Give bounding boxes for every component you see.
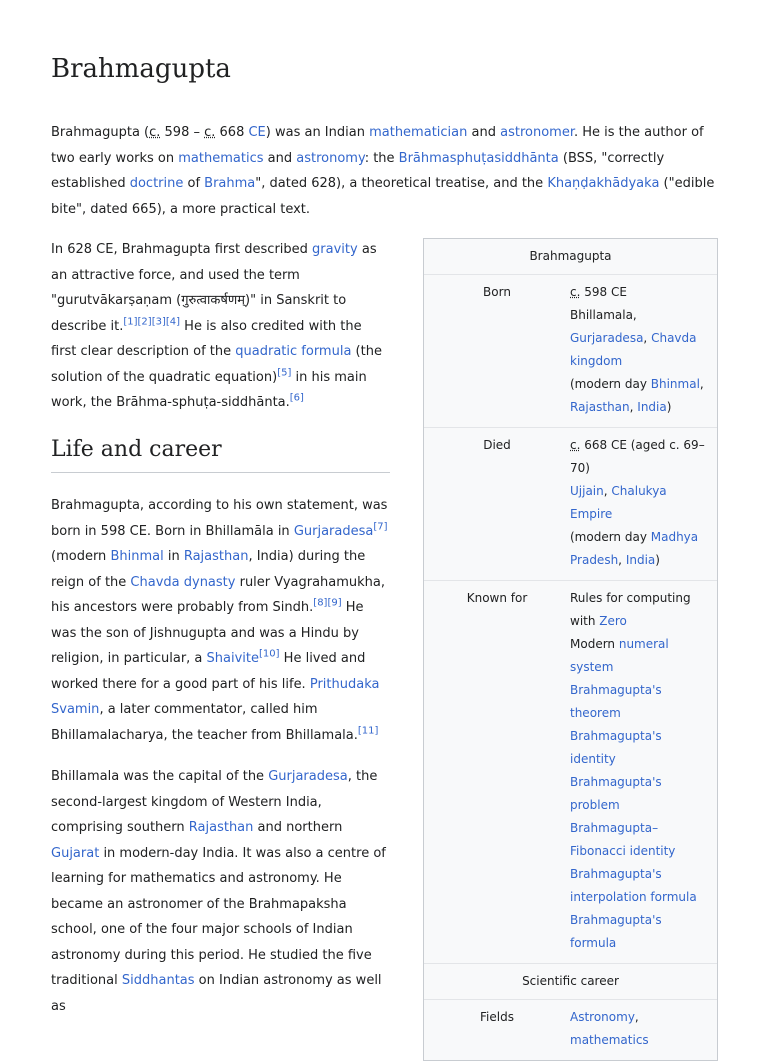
life-text: , the second-largest kingdom of Western India, comprising southern — [51, 769, 378, 835]
link-brahmaguptas-identity[interactable]: Brahmagupta's identity — [570, 729, 662, 766]
born-modern — [570, 373, 705, 419]
born-date — [570, 281, 705, 304]
life-text: He was the son of Jishnugupta and was a Hindu by religion, in particular, a — [51, 600, 364, 666]
link-gujarat[interactable]: Gujarat — [51, 845, 100, 861]
link-india[interactable]: India — [637, 400, 667, 414]
reference-link[interactable]: [10] — [259, 648, 280, 660]
died-place — [570, 480, 705, 526]
link-rajasthan[interactable]: Rajasthan — [183, 549, 249, 564]
link-madhya-pradesh[interactable]: Madhya Pradesh — [570, 530, 699, 567]
gravity-text: as an attractive force, and used the term "gurutvākarṣaṇam (गुरुत्वाकर्षणम्)" in Sanskrit to describe it. — [51, 242, 377, 334]
link-khandakhadyaka[interactable]: Khaṇḍakhādyaka — [547, 176, 660, 191]
known-for-item — [570, 679, 705, 725]
separator: , — [634, 1010, 639, 1024]
circa-abbr: c. — [149, 125, 161, 140]
born-date-text: 598 CE — [580, 285, 627, 299]
fields-mathematics — [570, 1029, 705, 1052]
separator: ) — [666, 400, 672, 414]
died-date-text: 668 CE (aged c. 69–70) — [570, 438, 705, 475]
infobox-label-known-for: Known for — [466, 591, 528, 605]
intro-text: of — [183, 176, 205, 191]
infobox-value-died — [570, 434, 717, 572]
known-for-item — [570, 725, 705, 771]
separator: , — [603, 484, 612, 498]
separator: ) — [655, 553, 660, 567]
known-for-item — [570, 771, 705, 817]
life-text: on Indian astronomy as well as — [51, 973, 382, 1014]
link-rajasthan[interactable]: Rajasthan — [570, 400, 630, 414]
born-modern-text: (modern day — [570, 377, 651, 391]
link-india[interactable]: India — [625, 553, 656, 567]
link-bhinmal[interactable]: Bhinmal — [650, 377, 700, 391]
gravity-text: in his main work, the Brāhma-sphuṭa-siddhānta. — [51, 369, 367, 410]
life-text: in modern-day India. It was also a centre of learning for mathematics and astronomy. He became an astronomer of the Brahmapaksha school, one of the four major schools of Indian astronomy during this period. He studied the five traditional — [51, 845, 386, 988]
born-region — [570, 327, 705, 373]
life-text: He lived and worked there for a good part of his life. — [51, 651, 366, 692]
link-doctrine[interactable]: doctrine — [129, 176, 184, 191]
link-chavda-dynasty[interactable]: Chavda dynasty — [130, 574, 236, 590]
born-place: Bhillamala, — [570, 308, 637, 322]
known-for-item — [570, 863, 705, 909]
link-gravity[interactable]: gravity — [312, 242, 358, 257]
infobox-label-fields: Fields — [480, 1010, 514, 1024]
separator: , — [643, 331, 648, 345]
fields-astronomy — [570, 1006, 705, 1029]
link-mathematics[interactable]: mathematics — [570, 1033, 649, 1047]
link-brahmaguptas-problem[interactable]: Brahmagupta's problem — [570, 775, 662, 812]
life-text: and northern — [253, 820, 343, 835]
life-text: in — [163, 549, 184, 564]
page-title: Brahmagupta — [51, 54, 231, 84]
infobox-row-died — [424, 428, 717, 581]
infobox-label-died: Died — [483, 438, 511, 452]
link-bhinmal[interactable]: Bhinmal — [110, 549, 164, 564]
intro-text: and — [467, 125, 501, 140]
gravity-text: In 628 CE, Brahmagupta first described — [51, 242, 313, 257]
reference-link[interactable]: [8][9] — [313, 597, 342, 609]
died-modern — [570, 526, 705, 572]
intro-text: and — [263, 150, 297, 166]
known-for-text: Modern — [570, 637, 619, 651]
link-brahmasphutasiddhanta[interactable]: Brāhmasphuṭasiddhānta — [398, 150, 559, 166]
infobox-value-born — [570, 281, 717, 419]
known-for-text: Rules for computing with — [570, 591, 691, 628]
link-mathematician[interactable]: mathematician — [369, 125, 468, 140]
link-astronomy[interactable]: astronomy — [296, 150, 365, 166]
section-heading-life-and-career: Life and career — [51, 437, 390, 473]
infobox-value-known-for — [570, 587, 717, 955]
intro-text: (BSS, "correctly established — [51, 150, 665, 191]
link-brahmaguptas-interpolation-formula[interactable]: Brahmagupta's interpolation formula — [570, 867, 697, 904]
infobox-row-known-for — [424, 581, 717, 964]
reference-link[interactable]: [11] — [357, 725, 379, 737]
link-mathematics[interactable]: mathematics — [178, 150, 264, 166]
intro-paragraph — [51, 120, 726, 222]
infobox — [423, 238, 718, 1061]
gravity-text: (the solution of the quadratic equation) — [51, 344, 382, 385]
life-text: ruler Vyagrahamukha, his ancestors were probably from Sindh. — [51, 574, 386, 615]
link-brahmagupta-fibonacci-identity[interactable]: Brahmagupta–Fibonacci identity — [570, 821, 676, 858]
link-chavda-kingdom[interactable]: Chavda kingdom — [570, 331, 697, 368]
intro-text: ("edible bite", dated 665), a more practical text. — [51, 176, 715, 217]
died-modern-text: (modern day — [570, 530, 651, 544]
infobox-title: Brahmagupta — [424, 239, 717, 275]
died-date — [570, 434, 705, 480]
link-brahmaguptas-formula[interactable]: Brahmagupta's formula — [570, 913, 662, 950]
life-paragraph-2 — [51, 764, 391, 1019]
life-text: (modern — [51, 549, 111, 564]
link-chalukya-empire[interactable]: Chalukya Empire — [570, 484, 667, 521]
link-numeral-system[interactable]: numeral system — [570, 637, 669, 674]
link-astronomer[interactable]: astronomer — [500, 125, 574, 140]
link-prithudaka-svamin[interactable]: Prithudaka Svamin — [51, 676, 380, 717]
life-paragraph-1 — [51, 493, 391, 748]
intro-text: 668 — [215, 125, 249, 140]
reference-link[interactable]: [7] — [373, 521, 388, 533]
infobox-row-fields — [424, 1000, 717, 1060]
separator: , — [629, 400, 638, 414]
gravity-paragraph — [51, 237, 386, 416]
known-for-zero — [570, 587, 705, 633]
link-shaivite[interactable]: Shaivite — [206, 651, 260, 666]
link-rajasthan[interactable]: Rajasthan — [188, 820, 254, 835]
link-gurjaradesa[interactable]: Gurjaradesa — [570, 331, 644, 345]
infobox-value-fields — [570, 1006, 717, 1052]
link-ujjain[interactable]: Ujjain — [570, 484, 604, 498]
intro-text: Brahmagupta ( — [51, 125, 150, 140]
known-for-item — [570, 909, 705, 955]
link-ce[interactable]: CE — [248, 125, 266, 140]
circa-abbr: c. — [570, 285, 581, 299]
separator: , — [699, 377, 704, 391]
known-for-item — [570, 817, 705, 863]
intro-text: ) was an Indian — [265, 125, 370, 140]
circa-abbr: c. — [570, 438, 581, 452]
intro-text: . He is the author of two early works on — [51, 125, 704, 166]
infobox-row-born — [424, 275, 717, 428]
separator: , — [618, 553, 626, 567]
infobox-section-scientific-career: Scientific career — [424, 964, 717, 1000]
intro-text: ", dated 628), a theoretical treatise, and the — [255, 176, 548, 191]
intro-text: 598 – — [160, 125, 205, 140]
reference-link[interactable]: [5] — [277, 367, 292, 379]
link-gurjaradesa[interactable]: Gurjaradesa — [268, 769, 348, 784]
link-brahmaguptas-theorem[interactable]: Brahmagupta's theorem — [570, 683, 662, 720]
link-gurjaradesa[interactable]: Gurjaradesa — [293, 523, 374, 539]
known-for-numeral — [570, 633, 705, 679]
reference-link[interactable]: [6] — [289, 392, 304, 404]
link-siddhantas[interactable]: Siddhantas — [121, 973, 195, 988]
circa-abbr: c. — [204, 125, 216, 140]
link-astronomy[interactable]: Astronomy — [570, 1010, 635, 1024]
life-text: Brahmagupta, according to his own statement, was born in 598 CE. Born in Bhillamāla in — [51, 498, 388, 539]
life-text: , India) during the reign of the — [51, 549, 366, 590]
life-text: Bhillamala was the capital of the — [51, 769, 269, 784]
reference-link[interactable]: [1][2][3][4] — [123, 316, 181, 328]
intro-text: : the — [364, 150, 399, 166]
link-zero[interactable]: Zero — [599, 614, 627, 628]
link-quadratic-formula[interactable]: quadratic formula — [235, 344, 352, 359]
life-text: , a later commentator, called him Bhillamalacharya, the teacher from Bhillamala. — [51, 702, 358, 743]
link-brahma[interactable]: Brahma — [204, 176, 256, 191]
gravity-text: He is also credited with the first clear description of the — [51, 318, 362, 359]
infobox-label-born: Born — [483, 285, 511, 299]
